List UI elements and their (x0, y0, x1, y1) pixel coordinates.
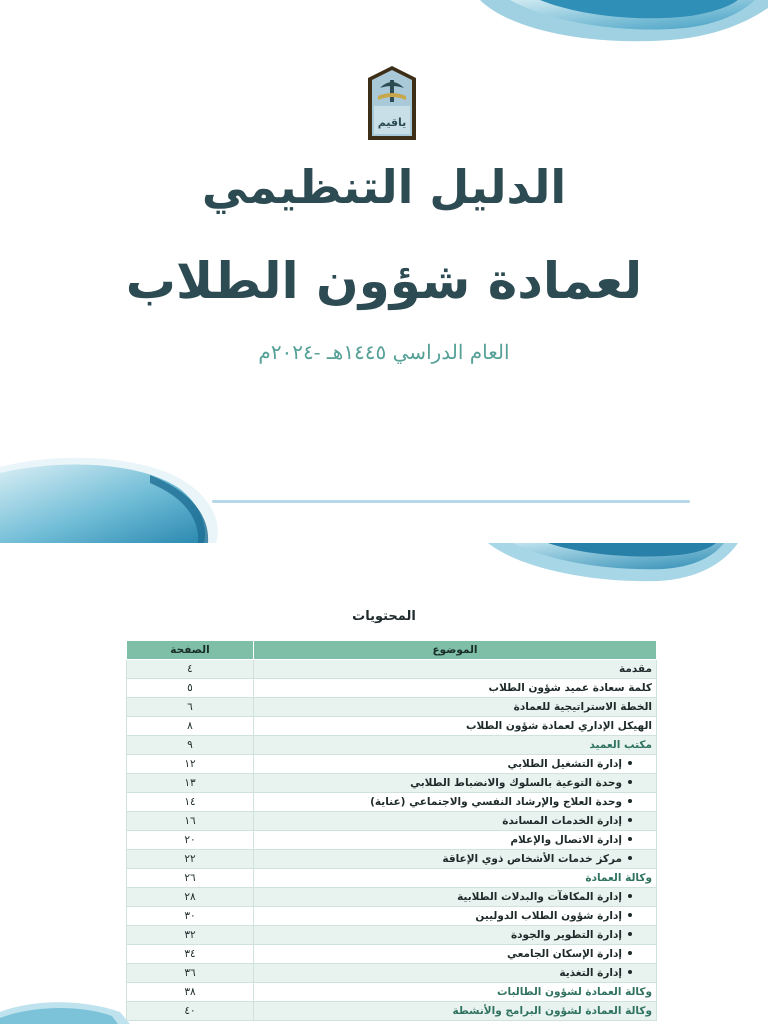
contents-bottom-wave-decoration (0, 998, 130, 1024)
row-topic: مكتب العميد (254, 736, 657, 755)
document-title-line2: لعمادة شؤون الطلاب (125, 252, 643, 310)
table-row (127, 831, 657, 850)
row-page: ٩ (127, 736, 254, 755)
row-topic-text: وحدة العلاج والإرشاد النفسي والاجتماعي (عناية) (370, 796, 622, 808)
row-page: ٦ (127, 698, 254, 717)
row-topic-text: إدارة الإسكان الجامعي (507, 948, 622, 960)
table-row (127, 945, 657, 964)
row-topic-text: مركز خدمات الأشخاص ذوي الإعاقة (442, 853, 622, 865)
row-page: ٢٨ (127, 888, 254, 907)
row-topic-text: إدارة التغذية (559, 967, 622, 979)
row-page: ٣٨ (127, 983, 254, 1002)
row-page: ٢٢ (127, 850, 254, 869)
row-topic (254, 774, 657, 793)
table-row (127, 983, 657, 1002)
bullet-icon (628, 818, 632, 822)
bullet-icon (628, 913, 632, 917)
academic-year-subtitle: العام الدراسي ١٤٤٥هـ -٢٠٢٤م (258, 340, 510, 364)
table-row (127, 755, 657, 774)
table-row (127, 679, 657, 698)
row-topic-text: إدارة المكافآت والبدلات الطلابية (457, 891, 622, 903)
table-row (127, 736, 657, 755)
university-logo (366, 66, 418, 140)
row-page: ٣٤ (127, 945, 254, 964)
table-row (127, 1002, 657, 1021)
row-page: ٥ (127, 679, 254, 698)
table-row (127, 964, 657, 983)
bullet-icon (628, 951, 632, 955)
bullet-icon (628, 856, 632, 860)
table-row (127, 869, 657, 888)
row-topic: وكالة العمادة لشؤون البرامج والأنشطة (254, 1002, 657, 1021)
row-page: ١٤ (127, 793, 254, 812)
table-row (127, 793, 657, 812)
contents-heading: المحتويات (352, 609, 416, 624)
row-page: ١٢ (127, 755, 254, 774)
row-page: ٤ (127, 660, 254, 679)
table-row (127, 698, 657, 717)
row-topic (254, 831, 657, 850)
bullet-icon (628, 970, 632, 974)
row-page: ٢٠ (127, 831, 254, 850)
bullet-icon (628, 761, 632, 765)
bullet-icon (628, 780, 632, 784)
row-page: ٢٦ (127, 869, 254, 888)
document-title-line1: الدليل التنظيمي (201, 160, 567, 214)
bullet-icon (628, 837, 632, 841)
row-topic (254, 793, 657, 812)
table-row (127, 907, 657, 926)
row-topic (254, 945, 657, 964)
row-page: ٨ (127, 717, 254, 736)
row-page: ٣٢ (127, 926, 254, 945)
row-page: ٣٦ (127, 964, 254, 983)
table-row (127, 926, 657, 945)
row-topic (254, 888, 657, 907)
page-column-header: الصفحة (127, 641, 254, 660)
table-row (127, 888, 657, 907)
row-topic: وكالة العمادة (254, 869, 657, 888)
row-topic (254, 964, 657, 983)
row-page: ٣٠ (127, 907, 254, 926)
bullet-icon (628, 932, 632, 936)
bullet-icon (628, 799, 632, 803)
row-topic-text: وحدة التوعية بالسلوك والانضباط الطلابي (410, 777, 622, 789)
row-topic: كلمة سعادة عميد شؤون الطلاب (254, 679, 657, 698)
contents-header-row (127, 641, 657, 660)
row-topic (254, 812, 657, 831)
table-row (127, 850, 657, 869)
row-topic (254, 850, 657, 869)
row-topic-text: إدارة الاتصال والإعلام (510, 834, 622, 846)
row-page: ٤٠ (127, 1002, 254, 1021)
cover-divider-line (212, 500, 690, 503)
table-row (127, 717, 657, 736)
row-topic: مقدمة (254, 660, 657, 679)
table-row (127, 774, 657, 793)
row-topic (254, 926, 657, 945)
bullet-icon (628, 894, 632, 898)
row-topic (254, 755, 657, 774)
row-page: ١٣ (127, 774, 254, 793)
table-row (127, 660, 657, 679)
left-wave-decoration (0, 455, 222, 543)
row-topic: وكالة العمادة لشؤون الطالبات (254, 983, 657, 1002)
row-topic-text: إدارة التطوير والجودة (510, 929, 622, 941)
topic-column-header: الموضوع (254, 641, 657, 660)
table-row (127, 812, 657, 831)
row-topic-text: إدارة شؤون الطلاب الدوليين (475, 910, 622, 922)
contents-page (0, 543, 768, 1024)
row-topic: الخطة الاستراتيجية للعمادة (254, 698, 657, 717)
logo-lettering: ياقيم (377, 116, 407, 129)
row-topic: الهيكل الإداري لعمادة شؤون الطلاب (254, 717, 657, 736)
contents-top-wave-decoration (488, 543, 738, 587)
row-topic-text: إدارة التشغيل الطلابي (507, 758, 622, 770)
top-wave-decoration (470, 0, 768, 46)
row-page: ١٦ (127, 812, 254, 831)
row-topic-text: إدارة الخدمات المساندة (502, 815, 622, 827)
contents-table (126, 640, 657, 1021)
row-topic (254, 907, 657, 926)
